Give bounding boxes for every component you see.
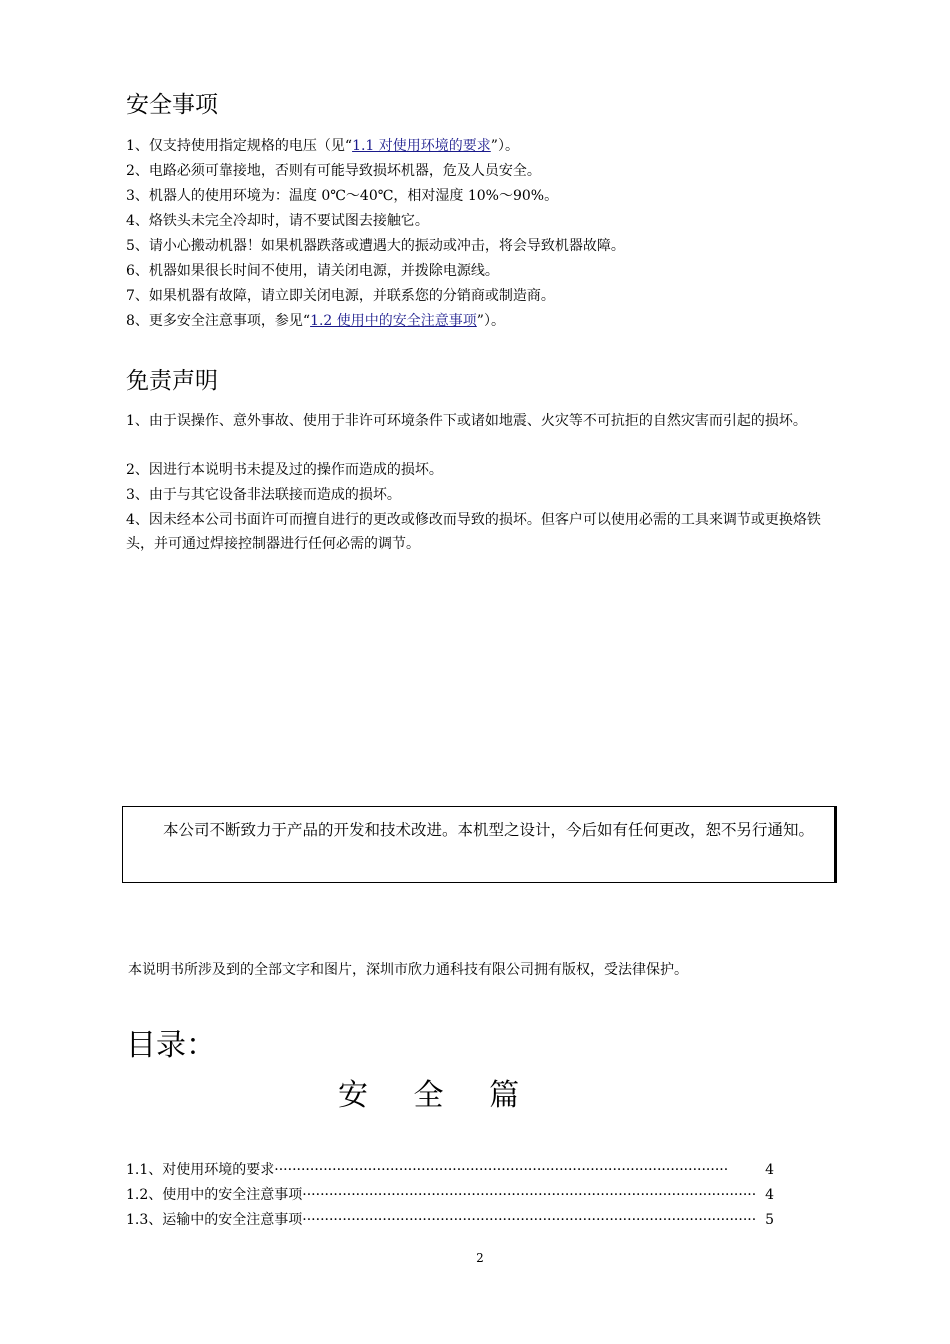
disclaimer-title: 免责声明 [126,368,218,394]
disclaimer-item-1: 1、由于误操作、意外事故、使用于非许可环境条件下或诸如地震、火灾等不可抗拒的自然灾害而引起的损坏。 [126,413,807,429]
toc-entry-label[interactable]: 1.3、运输中的安全注意事项 [126,1212,303,1228]
notice-text: 本公司不断致力于产品的开发和技术改进。本机型之设计，今后如有任何更改，恕不另行通知。 [163,821,815,839]
toc-leader-dots [302,1183,763,1207]
toc-entry-page: 4 [765,1162,774,1178]
toc-entry-page: 4 [765,1187,774,1203]
disclaimer-item-2: 2、因进行本说明书未提及过的操作而造成的损坏。 [126,462,443,478]
safety-item-4: 4、烙铁头未完全冷却时，请不要试图去接触它。 [126,213,429,229]
copyright-statement: 本说明书所涉及到的全部文字和图片，深圳市欣力通科技有限公司拥有版权，受法律保护。 [128,962,688,978]
toc-entry-label[interactable]: 1.2、使用中的安全注意事项 [126,1187,303,1203]
safety-item-6: 6、机器如果很长时间不使用，请关闭电源，并拨除电源线。 [126,263,499,279]
toc-leader-dots [274,1158,763,1182]
page-number: 2 [476,1251,484,1265]
notice-box [122,806,837,883]
safety-item-2: 2、电路必须可靠接地，否则有可能导致损坏机器，危及人员安全。 [126,163,541,179]
toc-leader-dots [302,1208,763,1232]
toc-entry[interactable] [126,1208,774,1232]
safety-item-8: 8、更多安全注意事项，参见“1.2 使用中的安全注意事项”）。 [126,313,505,329]
disclaimer-item-4: 4、因未经本公司书面许可而擅自进行的更改或修改而导致的损坏。但客户可以使用必需的工具来调节或更换烙铁头，并可通过焊接控制器进行任何必需的调节。 [126,512,821,552]
toc-entry[interactable] [126,1183,774,1207]
toc-entry[interactable] [126,1158,774,1182]
safety-item-1: 1、仅支持使用指定规格的电压（见“1.1 对使用环境的要求”）。 [126,138,519,154]
toc-entry-label[interactable]: 1.1、对使用环境的要求 [126,1162,275,1178]
safety-item-3: 3、机器人的使用环境为：温度 0℃～40℃，相对湿度 10%～90%。 [126,188,559,204]
safety-item-5: 5、请小心搬动机器！如果机器跌落或遭遇大的振动或冲击，将会导致机器故障。 [126,238,625,254]
link-safety-precautions[interactable]: 1.2 使用中的安全注意事项 [310,313,477,329]
disclaimer-item-3: 3、由于与其它设备非法联接而造成的损坏。 [126,487,401,503]
link-env-requirements[interactable]: 1.1 对使用环境的要求 [352,138,491,154]
safety-item-7: 7、如果机器有故障，请立即关闭电源，并联系您的分销商或制造商。 [126,288,555,304]
safety-title: 安全事项 [126,92,218,118]
toc-entry-page: 5 [765,1212,774,1228]
toc-section-title: 安 全 篇 [338,1078,520,1113]
toc-title: 目录： [126,1028,216,1063]
